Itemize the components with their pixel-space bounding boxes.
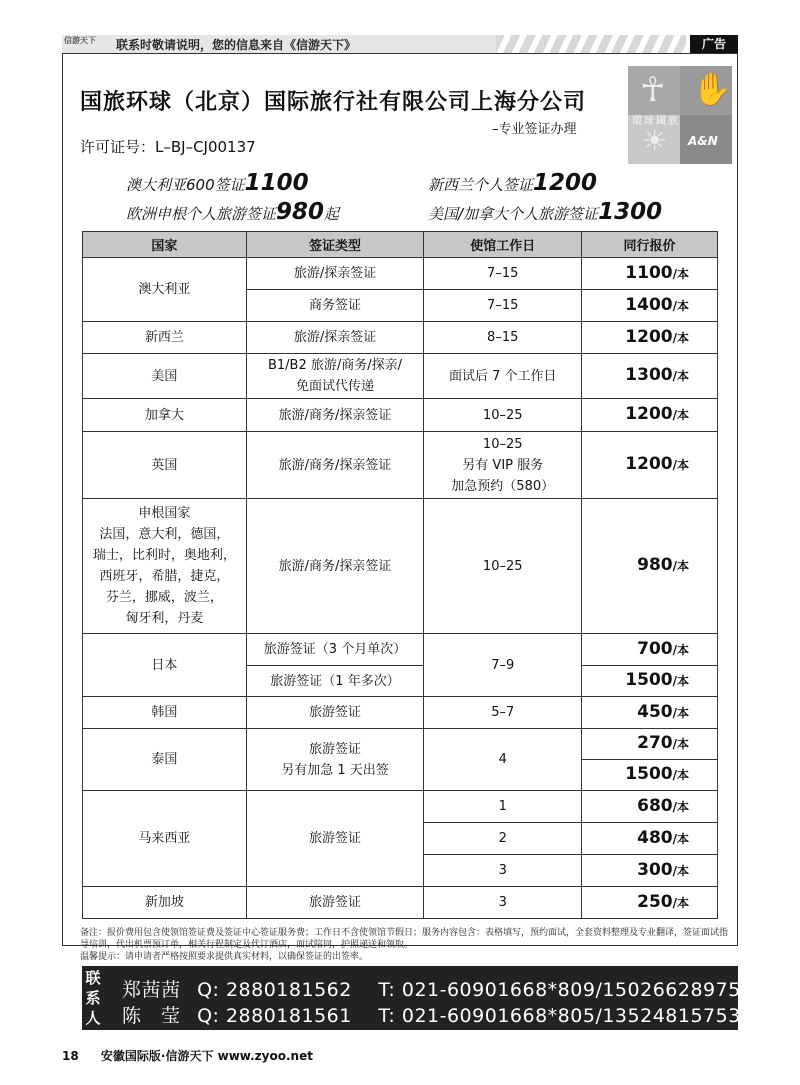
country-cell: 新加坡	[83, 887, 247, 919]
visa-type-cell: 旅游签证（3 个月单次）	[246, 634, 424, 666]
price-cell: 1100/本	[582, 258, 718, 290]
country-cell: 美国	[83, 354, 247, 399]
ad-tag: 广告	[690, 35, 738, 53]
header-workdays: 使馆工作日	[424, 232, 582, 258]
company-name: 国旅环球（北京）国际旅行社有限公司上海分公司	[80, 90, 587, 115]
visa-type-cell: 商务签证	[246, 290, 424, 322]
visa-type-cell: 旅游签证	[246, 887, 424, 919]
country-cell: 马来西亚	[83, 791, 247, 887]
license-number: 许可证号：L–BJ–CJ00137	[80, 138, 256, 156]
page-number: 18	[62, 1049, 79, 1063]
table-row	[83, 354, 718, 399]
page-footer	[62, 1047, 313, 1064]
workdays-cell: 1	[424, 791, 582, 823]
table-row	[83, 887, 718, 919]
contact-tag: 联系人	[85, 969, 101, 1027]
price-cell: 980/本	[582, 499, 718, 634]
top-banner	[62, 35, 496, 53]
promo-schengen: 欧洲申根个人旅游签证980起	[126, 199, 340, 225]
header-price: 同行报价	[582, 232, 718, 258]
country-cell: 新西兰	[83, 322, 247, 354]
spiral-sun-icon: ☀	[642, 124, 668, 157]
country-cell: 韩国	[83, 697, 247, 729]
price-cell: 680/本	[582, 791, 718, 823]
footer-text: 安徽国际版·信游天下 www.zyoo.net	[100, 1049, 313, 1063]
visa-type-cell: 旅游签证	[246, 791, 424, 887]
workdays-cell: 8–15	[424, 322, 582, 354]
workdays-cell: 7–15	[424, 290, 582, 322]
table-row	[83, 432, 718, 499]
price-cell: 1200/本	[582, 399, 718, 432]
workdays-cell: 3	[424, 887, 582, 919]
country-cell: 日本	[83, 634, 247, 697]
logo-brand-cn: 環球國旅	[632, 116, 680, 127]
table-header-row	[83, 232, 718, 258]
contact-qq: Q: 2880181561	[197, 1005, 352, 1027]
price-cell: 1200/本	[582, 322, 718, 354]
price-cell: 450/本	[582, 697, 718, 729]
contact-line	[122, 975, 741, 1002]
workdays-cell: 5–7	[424, 697, 582, 729]
contact-name: 陈 莹	[122, 1005, 181, 1027]
visa-type-cell: 旅游签证（1 年多次）	[246, 666, 424, 697]
logo-brand-en: A&N	[688, 134, 718, 148]
workdays-cell: 4	[424, 729, 582, 791]
contact-tel: T: 021-60901668*809/15026628975	[378, 979, 741, 1001]
contact-bar	[82, 966, 741, 1030]
table-row	[83, 399, 718, 432]
visa-type-cell: 旅游签证 另有加急 1 天出签	[246, 729, 424, 791]
price-cell: 1200/本	[582, 432, 718, 499]
visa-type-cell: 旅游/商务/探亲签证	[246, 432, 424, 499]
visa-type-cell: 旅游/探亲签证	[246, 322, 424, 354]
country-cell: 泰国	[83, 729, 247, 791]
contact-name: 郑茜茜	[122, 979, 181, 1001]
contact-tel: T: 021-60901668*805/13524815753	[378, 1005, 741, 1027]
country-cell: 澳大利亚	[83, 258, 247, 322]
price-cell: 1400/本	[582, 290, 718, 322]
header-visa-type: 签证类型	[246, 232, 424, 258]
contact-qq: Q: 2880181562	[197, 979, 352, 1001]
visa-type-cell: 旅游/探亲签证	[246, 258, 424, 290]
price-cell: 250/本	[582, 887, 718, 919]
price-cell: 300/本	[582, 855, 718, 887]
workdays-cell: 10–25	[424, 499, 582, 634]
workdays-cell: 10–25 另有 VIP 服务 加急预约（580）	[424, 432, 582, 499]
table-row	[83, 634, 718, 666]
notes	[80, 927, 730, 963]
price-cell: 1500/本	[582, 666, 718, 697]
price-cell: 1300/本	[582, 354, 718, 399]
country-cell: 申根国家 法国，意大利，德国， 瑞士，比利时，奥地利， 西班牙，希腊，捷克， 芬兰，挪威，波兰， 匈牙利，丹麦	[83, 499, 247, 634]
promo-new-zealand: 新西兰个人签证1200	[428, 170, 598, 196]
magazine-logo: 信游天下	[64, 36, 96, 45]
workdays-cell: 7–9	[424, 634, 582, 697]
table-row	[83, 322, 718, 354]
price-cell: 480/本	[582, 823, 718, 855]
workdays-cell: 2	[424, 823, 582, 855]
table-row	[83, 499, 718, 634]
country-cell: 加拿大	[83, 399, 247, 432]
hand-icon: ✋	[692, 70, 732, 108]
person-figure-icon: ☥	[640, 70, 666, 110]
workdays-cell: 3	[424, 855, 582, 887]
remarks-text: 备注：报价费用包含使领馆签证费及签证中心签证服务费；工作日不含使领馆节假日；服务内容包含：表格填写，预约面试，全套资料整理及专业翻译，签证面试指导培训，代出机票预订单，相关行程制定及代订酒店，面试陪同，护照递送和领取。	[80, 928, 729, 950]
visa-type-cell: B1/B2 旅游/商务/探亲/ 免面试代传递	[246, 354, 424, 399]
table-row	[83, 791, 718, 823]
company-logo	[628, 66, 732, 164]
price-cell: 700/本	[582, 634, 718, 666]
workdays-cell: 7–15	[424, 258, 582, 290]
banner-slogan: 联系时敬请说明，您的信息来自《信游天下》	[116, 38, 357, 52]
banner-stripes	[496, 35, 686, 53]
visa-type-cell: 旅游签证	[246, 697, 424, 729]
workdays-cell: 10–25	[424, 399, 582, 432]
country-cell: 英国	[83, 432, 247, 499]
visa-type-cell: 旅游/商务/探亲签证	[246, 499, 424, 634]
promo-australia: 澳大利亚600签证1100	[126, 170, 309, 196]
table-row	[83, 697, 718, 729]
tips-text: 温馨提示：请申请者严格按照要求提供真实材料，以确保签证的出签率。	[80, 952, 369, 962]
company-subtitle: –专业签证办理	[492, 122, 577, 137]
workdays-cell: 面试后 7 个工作日	[424, 354, 582, 399]
promo-us-canada: 美国/加拿大个人旅游签证1300	[428, 199, 663, 225]
visa-price-table	[82, 231, 718, 919]
table-row	[83, 729, 718, 760]
contact-line	[122, 1001, 741, 1028]
price-cell: 1500/本	[582, 760, 718, 791]
header-country: 国家	[83, 232, 247, 258]
table-row	[83, 258, 718, 290]
price-cell: 270/本	[582, 729, 718, 760]
visa-type-cell: 旅游/商务/探亲签证	[246, 399, 424, 432]
